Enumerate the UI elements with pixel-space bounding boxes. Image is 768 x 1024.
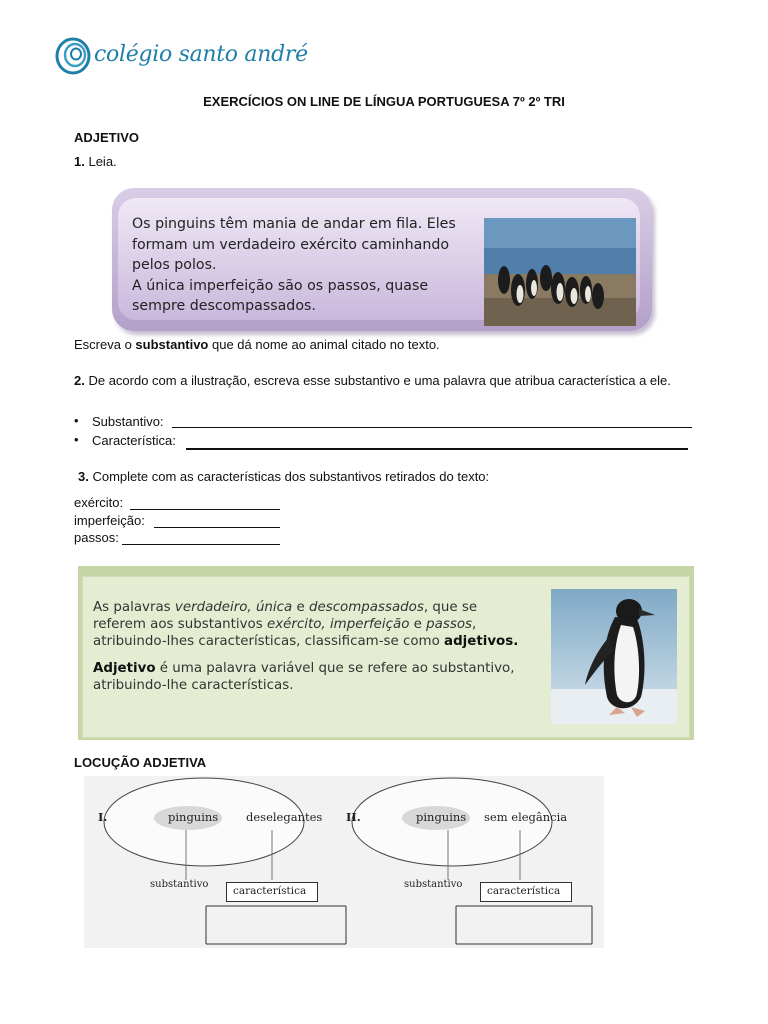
question-1 <box>74 154 117 169</box>
diagram-2-noun: pinguins <box>416 810 467 824</box>
diagram-1-car-box <box>226 882 318 902</box>
diagram-1-adjective: deselegantes <box>246 810 323 824</box>
diagram-2-sub-label: substantivo <box>404 879 463 890</box>
instruction-text: Escreva o <box>74 337 136 352</box>
instruction-bold: substantivo <box>135 337 209 352</box>
reading-box <box>112 188 652 331</box>
diagram-2-car-label: característica <box>487 885 561 897</box>
diagram-1-sub-label: substantivo <box>150 879 209 890</box>
question-3 <box>78 469 489 484</box>
penguins-photo <box>484 218 636 326</box>
diagram-1-roman: I. <box>98 810 108 824</box>
substantivo-answer-line[interactable] <box>172 413 692 428</box>
bullet-icon: • <box>74 432 79 447</box>
reading-line: Os pinguins têm mania de andar em fila. Eles <box>132 216 456 232</box>
section-heading-locucao: LOCUÇÃO ADJETIVA <box>74 755 207 770</box>
penguin-photo <box>551 589 677 724</box>
diagram-1-car-label: característica <box>233 885 307 897</box>
field-passos-label: passos: <box>74 530 119 545</box>
page-title: EXERCÍCIOS ON LINE DE LÍNGUA PORTUGUESA 7º 2º TRI <box>203 94 565 109</box>
bullet-icon: • <box>74 413 79 428</box>
question-2-text: De acordo com a ilustração, escreva esse substantivo e uma palavra que atribua característica a ele. <box>88 373 671 388</box>
swirl-logo-icon <box>54 36 94 80</box>
diagram-2-adjective: sem elegância <box>484 810 568 824</box>
field-imperfeicao-label: imperfeição: <box>74 513 145 528</box>
question-1-text: Leia. <box>88 154 117 169</box>
question-3-text: Complete com as características dos substantivos retirados do texto: <box>92 469 490 484</box>
field-passos-line[interactable] <box>122 530 280 545</box>
question-1-number: 1. <box>74 154 85 169</box>
diagram-2-car-box <box>480 882 572 902</box>
locucao-diagram <box>84 776 604 948</box>
definition-box <box>78 566 694 740</box>
bullet-label: Característica: <box>92 433 176 448</box>
definition-box-inner <box>82 576 690 738</box>
question-3-number: 3. <box>78 469 89 484</box>
instruction-1 <box>74 337 440 352</box>
reading-line: A única imperfeição são os passos, quase <box>132 277 429 294</box>
definition-text <box>93 599 531 704</box>
question-2 <box>74 372 694 389</box>
reading-line: sempre descompassados. <box>132 298 316 314</box>
reading-line: pelos polos. <box>132 257 217 273</box>
question-2-number: 2. <box>74 373 85 388</box>
reading-line: formam um verdadeiro exército caminhando <box>132 236 450 253</box>
field-exercito-label: exército: <box>74 495 124 510</box>
caracteristica-answer-line[interactable] <box>186 434 688 450</box>
field-exercito-line[interactable] <box>130 495 280 510</box>
instruction-text-end: que dá nome ao animal citado no texto. <box>208 337 440 352</box>
field-imperfeicao-line[interactable] <box>154 513 280 528</box>
section-heading-adjetivo: ADJETIVO <box>74 130 140 145</box>
reading-text <box>132 214 474 317</box>
school-logo <box>54 36 308 80</box>
definition-paragraph-2: Adjetivo é uma palavra variável que se refere ao substantivo, atribuindo-lhe características. <box>93 661 515 693</box>
reading-box-inner <box>118 198 640 320</box>
definition-paragraph-1: As palavras verdadeiro, única e descompassados, que se referem aos substantivos exército, imperfeição e passos, atribuindo-lhes características, classificam-se como adjetivos. <box>93 600 519 649</box>
logo-text: colégio santo andré <box>94 42 308 67</box>
diagram-2-roman: II. <box>346 810 361 824</box>
bullet-label: Substantivo: <box>92 414 164 429</box>
diagram-1-noun: pinguins <box>168 810 219 824</box>
